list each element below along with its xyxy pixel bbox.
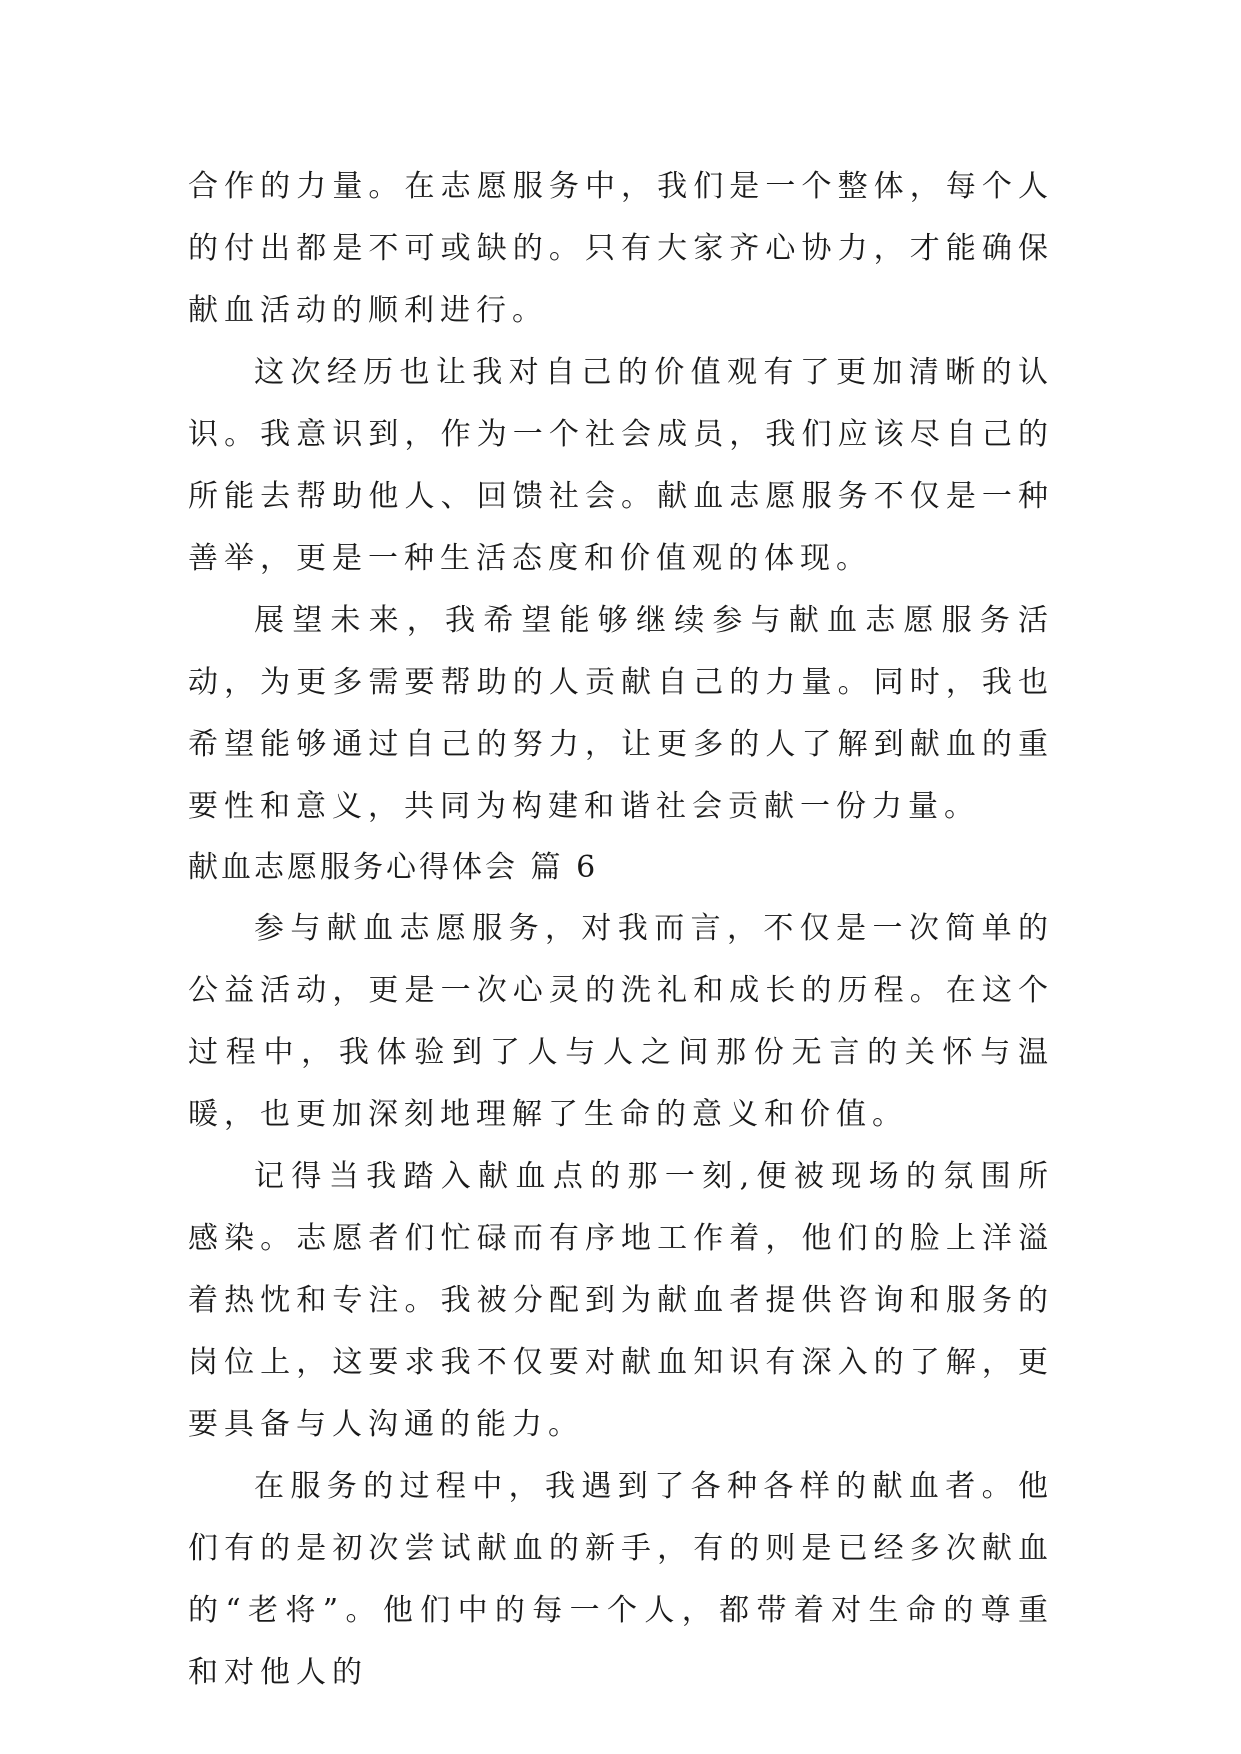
paragraph-future: 展望未来，我希望能够继续参与献血志愿服务活动，为更多需要帮助的人贡献自己的力量。同时，我也希望能够通过自己的努力，让更多的人了解到献血的重要性和意义，共同为构建和谐社会贡献一份力量。 xyxy=(188,603,1054,824)
section-heading: 献血志愿服务心得体会 篇 6 xyxy=(188,850,599,885)
paragraph-donors: 在服务的过程中，我遇到了各种各样的献血者。他们有的是初次尝试献血的新手，有的则是已经多次献血的“老将”。他们中的每一个人，都带着对生命的尊重和对他人的 xyxy=(188,1469,1054,1690)
paragraph-participation: 参与献血志愿服务，对我而言，不仅是一次简单的公益活动，更是一次心灵的洗礼和成长的历程。在这个过程中，我体验到了人与人之间那份无言的关怀与温暖，也更加深刻地理解了生命的意义和价值。 xyxy=(188,911,1054,1132)
paragraph-arrival: 记得当我踏入献血点的那一刻,便被现场的氛围所感染。志愿者们忙碌而有序地工作着，他们的脸上洋溢着热忱和专注。我被分配到为献血者提供咨询和服务的岗位上，这要求我不仅要对献血知识有深入的了解，更要具备与人沟通的能力。 xyxy=(188,1159,1054,1442)
paragraph-continued: 合作的力量。在志愿服务中，我们是一个整体，每个人的付出都是不可或缺的。只有大家齐心协力，才能确保献血活动的顺利进行。 xyxy=(188,169,1054,328)
document-body xyxy=(188,156,1054,1704)
paragraph-values: 这次经历也让我对自己的价值观有了更加清晰的认识。我意识到，作为一个社会成员，我们应该尽自己的所能去帮助他人、回馈社会。献血志愿服务不仅是一种善举，更是一种生活态度和价值观的体现。 xyxy=(188,355,1054,576)
